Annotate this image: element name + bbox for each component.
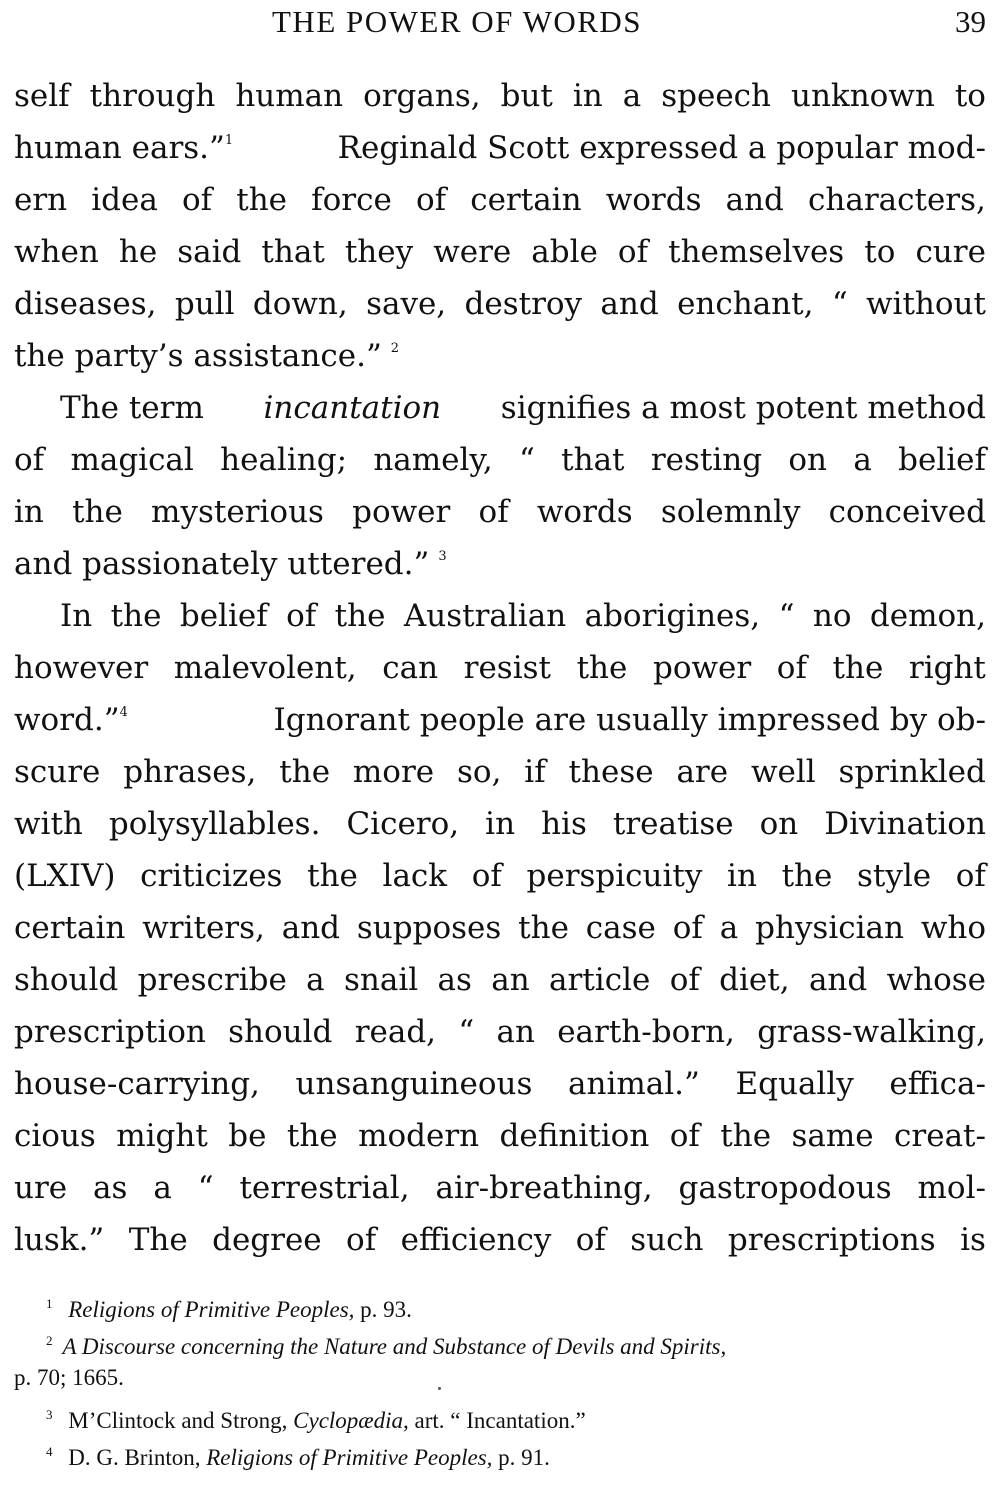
text-line-content: ern idea of the force of certain words and characters,: [14, 182, 986, 218]
footnotes: [14, 1285, 986, 1470]
footnote-ref: 1: [224, 133, 234, 148]
footnote-number: 4: [46, 1444, 53, 1459]
footnote: [14, 1433, 986, 1470]
text-line-content: house-carrying, unsanguineous animal.” Equally effica-: [14, 1066, 986, 1102]
footnote-title: A Discourse concerning the Nature and Substance of Devils and Spirits,: [62, 1334, 727, 1359]
text-line-content: of magical healing; namely, “ that resting on a belief: [14, 442, 986, 478]
page-title: THE POWER OF WORDS: [272, 4, 643, 39]
text-line: [14, 330, 986, 382]
text-line-content: diseases, pull down, save, destroy and enchant, “ without: [14, 286, 986, 322]
footnote-ref: 2: [390, 341, 400, 356]
footnote-text: art. “ Incantation.”: [414, 1408, 586, 1433]
text-line: [14, 538, 986, 590]
text-line: [14, 1110, 986, 1162]
footnote-number: 1: [46, 1296, 53, 1311]
text-line-content: ure as a “ terrestrial, air-breathing, gastropodous mol-: [14, 1170, 986, 1206]
footnote-number: 2: [46, 1333, 53, 1348]
text-line: [14, 70, 986, 122]
text-line: [14, 746, 986, 798]
text-line-content: should prescribe a snail as an article of diet, and whose: [14, 962, 986, 998]
footnote-title: Religions of Primitive Peoples,: [206, 1445, 493, 1470]
text-line-segment: incantation: [263, 390, 442, 426]
text-line: [14, 434, 986, 486]
text-line: [14, 382, 986, 434]
text-line-content: with polysyllables. Cicero, in his treatise on Divination: [14, 806, 986, 842]
text-line-content: cious might be the modern definition of the same creat-: [14, 1118, 986, 1154]
text-line: [14, 226, 986, 278]
text-line-content: certain writers, and supposes the case of a physician who: [14, 910, 986, 946]
text-line: [14, 1162, 986, 1214]
text-line-content: In the belief of the Australian aborigines, “ no demon,: [60, 598, 986, 634]
text-line: [14, 954, 986, 1006]
footnote-title: Religions of Primitive Peoples,: [68, 1297, 355, 1322]
text-line-segment: The term: [60, 390, 204, 426]
text-line: [14, 850, 986, 902]
footnote-author: D. G. Brinton,: [68, 1445, 201, 1470]
text-line: [14, 278, 986, 330]
footnote-title: Cyclopædia,: [293, 1408, 409, 1433]
text-line: [14, 486, 986, 538]
text-line-segment: word.”$^4$: [14, 702, 128, 738]
text-line-content: lusk.” The degree of efficiency of such prescriptions is: [14, 1222, 986, 1258]
text-line-content: in the mysterious power of words solemnly conceived: [14, 494, 986, 530]
print-speck: [438, 1387, 441, 1390]
text-line-segment: signifies a most potent method: [500, 390, 986, 426]
text-line-content: (LXIV) criticizes the lack of perspicuity in the style of: [14, 858, 986, 894]
body-text: [14, 70, 986, 1266]
text-line-segment: Reginald Scott expressed a popular mod-: [337, 130, 986, 166]
running-head: [0, 2, 1000, 42]
footnote-text: p. 91.: [498, 1445, 550, 1470]
text-line-content: scure phrases, the more so, if these are well sprinkled: [14, 754, 986, 790]
text-line: [14, 1058, 986, 1110]
footnote: [14, 1322, 986, 1359]
page-number: 39: [955, 4, 986, 39]
text-line-segment: human ears.”$^1$: [14, 130, 234, 166]
text-line-content: self through human organs, but in a speech unknown to: [14, 78, 986, 114]
text-line: [14, 798, 986, 850]
footnote-author: M’Clintock and Strong,: [68, 1408, 288, 1433]
footnote-text: p. 93.: [360, 1297, 412, 1322]
text-line: [14, 174, 986, 226]
text-line-content: however malevolent, can resist the power of the right: [14, 650, 986, 686]
footnote-ref: 4: [119, 705, 128, 720]
text-line: [14, 1214, 986, 1266]
footnote-title-group: [46, 1322, 726, 1359]
footnote-continuation: [14, 1359, 986, 1396]
text-line: [14, 122, 986, 174]
text-line-segment: and passionately uttered.” $^3$: [14, 546, 447, 582]
text-line-content: when he said that they were able of themselves to cure: [14, 234, 986, 270]
footnote: [14, 1285, 986, 1322]
text-line: [14, 694, 986, 746]
text-line-segment: the party’s assistance.” $^2$: [14, 338, 400, 374]
text-line: [14, 642, 986, 694]
text-line: [14, 902, 986, 954]
footnote-number: 3: [46, 1407, 53, 1422]
footnote: [14, 1396, 986, 1433]
footnote-text: p. 70; 1665.: [14, 1365, 124, 1390]
footnote-ref: 3: [438, 549, 447, 564]
text-line-segment: Ignorant people are usually impressed by ob-: [273, 702, 986, 738]
text-line: [14, 1006, 986, 1058]
text-line-content: prescription should read, “ an earth-born, grass-walking,: [14, 1014, 986, 1050]
text-line: [14, 590, 986, 642]
